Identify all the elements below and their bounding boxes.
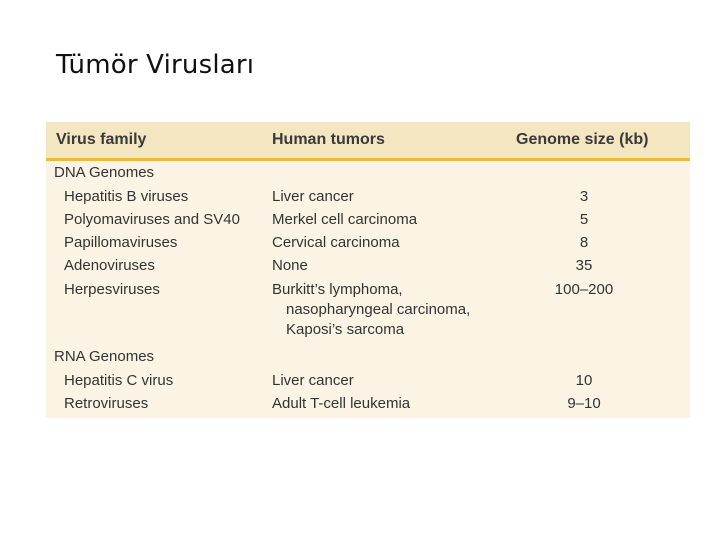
column-header-virus-family: Virus family — [56, 131, 147, 148]
table-header-row — [46, 122, 690, 161]
table-cell-tumor-continued: nasopharyngeal carcinoma, — [286, 301, 471, 318]
table-cell-genome-size: 10 — [575, 372, 593, 389]
table-cell-genome-size: 8 — [579, 234, 589, 251]
table-cell-tumor: Cervical carcinoma — [272, 234, 400, 251]
table-cell-tumor: Liver cancer — [272, 372, 354, 389]
table-cell-genome-size: 5 — [579, 211, 589, 228]
table-cell-family: Adenoviruses — [64, 257, 155, 274]
table-cell-tumor-continued: Kaposi’s sarcoma — [286, 321, 405, 338]
table-cell-genome-size: 3 — [579, 188, 589, 205]
group-label-dna: DNA Genomes — [54, 164, 155, 181]
table-cell-tumor: Merkel cell carcinoma — [272, 211, 418, 228]
table-cell-tumor: None — [272, 257, 308, 274]
table-cell-family: Hepatitis B viruses — [64, 188, 189, 205]
column-header-human-tumors: Human tumors — [272, 131, 385, 148]
table-cell-tumor: Burkitt’s lymphoma, — [272, 281, 403, 298]
table-cell-tumor: Liver cancer — [272, 188, 354, 205]
column-header-genome-size: Genome size (kb) — [516, 131, 649, 148]
table-cell-family: Hepatitis C virus — [64, 372, 174, 389]
table-cell-genome-size: 100–200 — [554, 281, 614, 298]
table-cell-family: Retroviruses — [64, 395, 149, 412]
table-cell-genome-size: 9–10 — [567, 395, 601, 412]
table-cell-genome-size: 35 — [575, 257, 593, 274]
table-cell-tumor: Adult T-cell leukemia — [272, 395, 411, 412]
table-cell-family: Herpesviruses — [64, 281, 160, 298]
table-cell-family: Polyomaviruses and SV40 — [64, 211, 240, 228]
table-cell-family: Papillomaviruses — [64, 234, 178, 251]
slide-title: Tümör Virusları — [56, 50, 255, 80]
group-label-rna: RNA Genomes — [54, 348, 155, 365]
virus-table — [46, 122, 690, 418]
